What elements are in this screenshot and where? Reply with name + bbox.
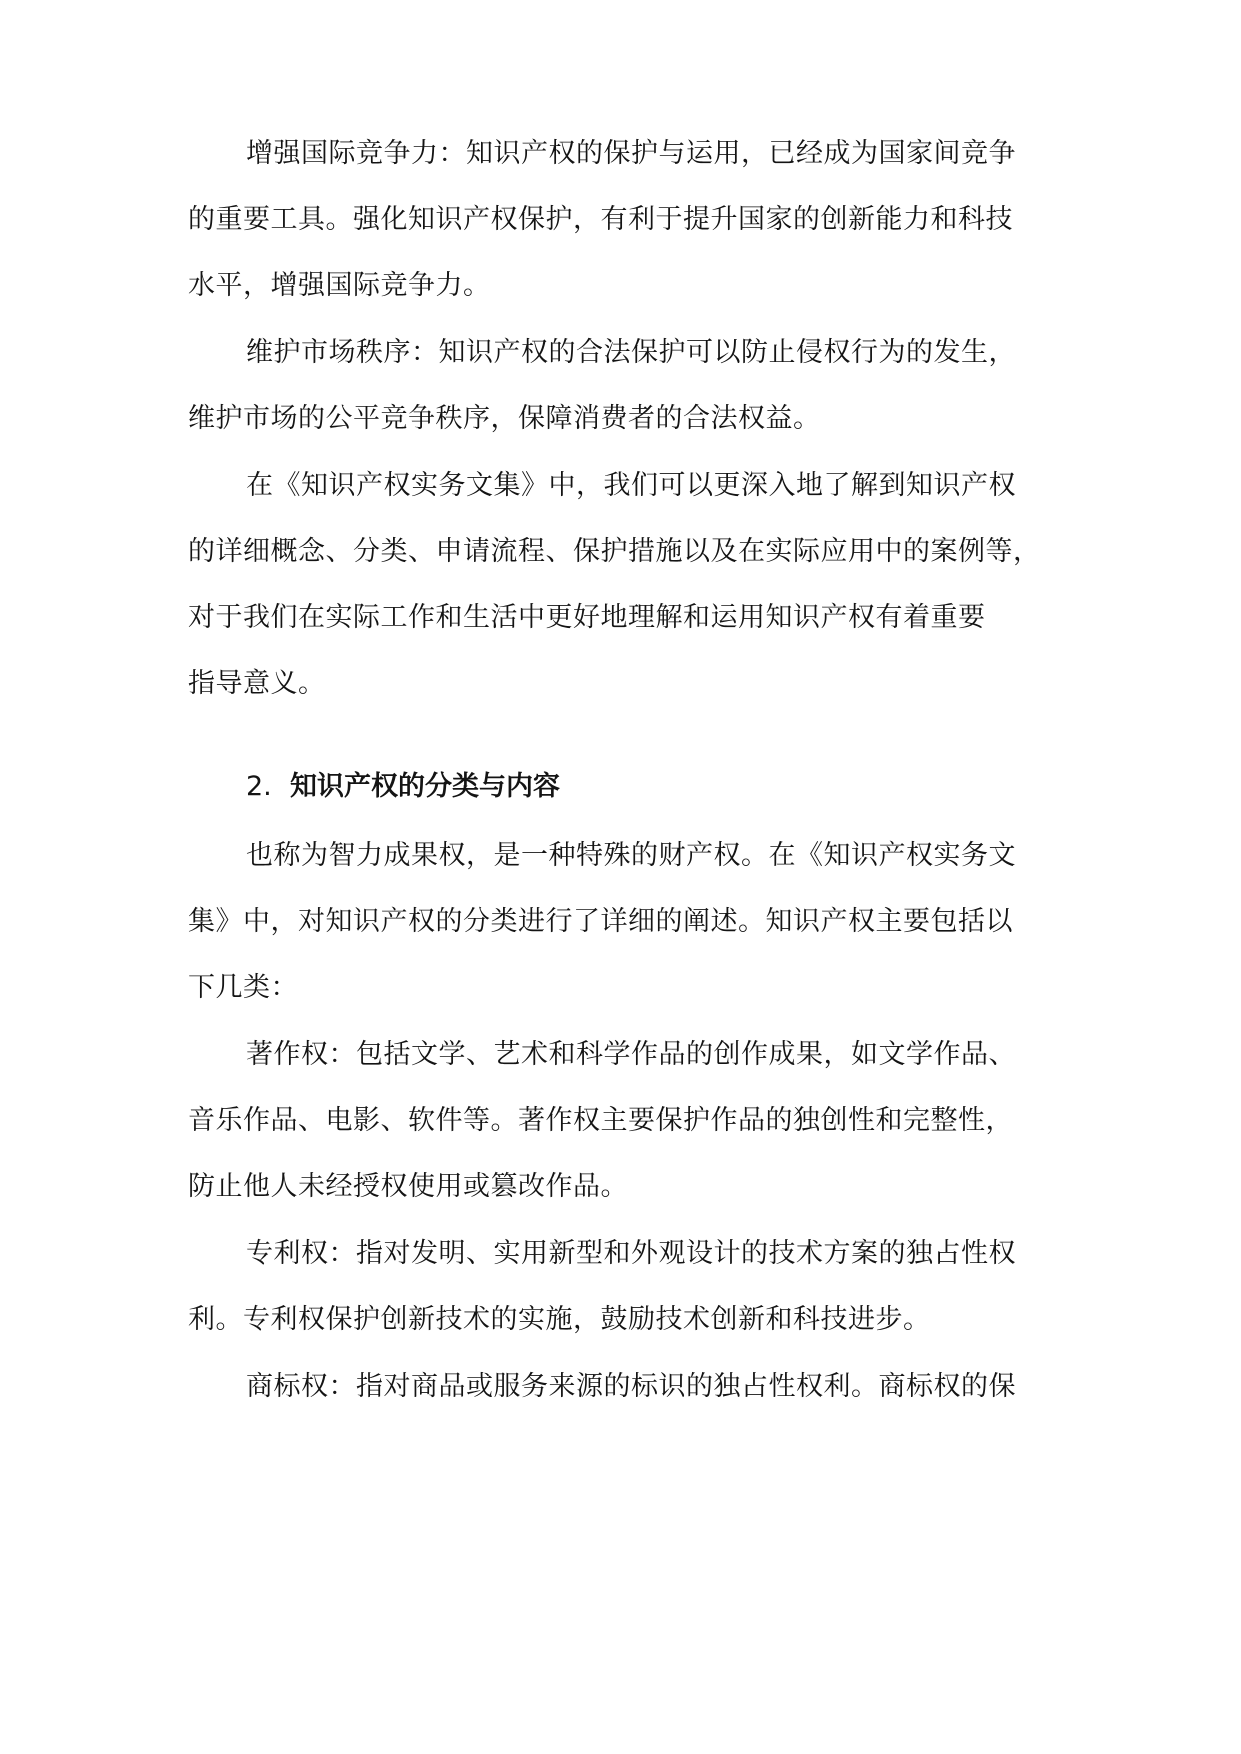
paragraph-line: 利。专利权保护创新技术的实施，鼓励技术创新和科技进步。 — [188, 1304, 931, 1335]
paragraph-line: 防止他人未经授权使用或篡改作品。 — [188, 1171, 628, 1202]
paragraph-line: 专利权：指对发明、实用新型和外观设计的技术方案的独占性权 — [246, 1238, 1016, 1269]
section-heading — [246, 769, 1068, 805]
paragraph-line: 在《知识产权实务文集》中，我们可以更深入地了解到知识产权 — [246, 470, 1016, 501]
paragraph-line: 音乐作品、电影、软件等。著作权主要保护作品的独创性和完整性， — [188, 1105, 1013, 1136]
paragraph-line: 维护市场秩序：知识产权的合法保护可以防止侵权行为的发生， — [246, 337, 1016, 368]
paragraph-line: 维护市场的公平竞争秩序，保障消费者的合法权益。 — [188, 403, 821, 434]
section-number: 2. — [246, 771, 272, 802]
paragraph-line: 的详细概念、分类、申请流程、保护措施以及在实际应用中的案例等， — [188, 536, 1041, 567]
paragraph-line: 集》中，对知识产权的分类进行了详细的阐述。知识产权主要包括以 — [188, 906, 1013, 937]
paragraph-line: 商标权：指对商品或服务来源的标识的独占性权利。商标权的保 — [246, 1371, 1016, 1402]
paragraph-line: 也称为智力成果权，是一种特殊的财产权。在《知识产权实务文 — [246, 840, 1016, 871]
paragraph-line: 对于我们在实际工作和生活中更好地理解和运用知识产权有着重要 — [188, 602, 986, 633]
paragraph-line: 水平，增强国际竞争力。 — [188, 270, 491, 301]
paragraph-line: 增强国际竞争力：知识产权的保护与运用，已经成为国家间竞争 — [246, 138, 1016, 169]
paragraph-line: 下几类： — [188, 972, 298, 1003]
section-title: 知识产权的分类与内容 — [290, 771, 560, 802]
paragraph-line: 指导意义。 — [188, 668, 326, 699]
paragraph-line: 著作权：包括文学、艺术和科学作品的创作成果，如文学作品、 — [246, 1039, 1016, 1070]
paragraph-line: 的重要工具。强化知识产权保护，有利于提升国家的创新能力和科技 — [188, 204, 1013, 235]
